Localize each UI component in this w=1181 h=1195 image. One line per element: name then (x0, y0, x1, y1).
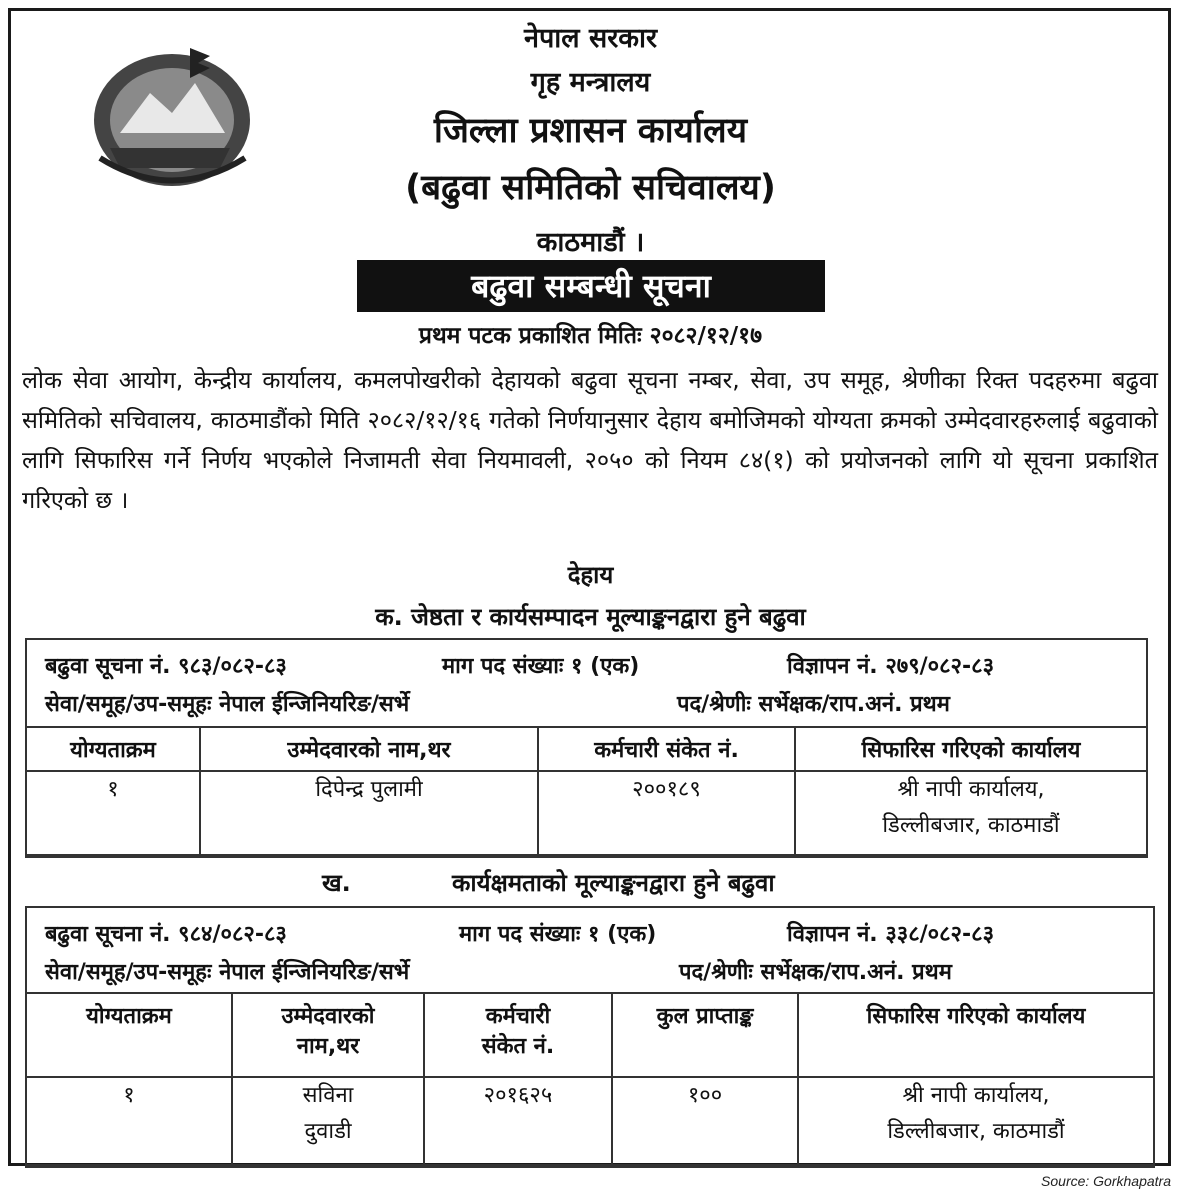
col-header-rank: योग्यताक्रम (26, 993, 232, 1077)
section-b-advert-no: विज्ञापन नं. ३३८/०८२-८३ (787, 922, 995, 947)
col-header-code-line1: कर्मचारी (485, 1004, 551, 1029)
section-b-table (25, 992, 1155, 1166)
cell-office-line2: डिल्लीबजार, काठमाडौं (882, 813, 1060, 838)
notice-paragraph: लोक सेवा आयोग, केन्द्रीय कार्यालय, कमलपोखरीको देहायको बढुवा सूचना नम्बर, सेवा, उप समूह, श्रेणीका रिक्त पदहरुमा बढुवा समितिको सचिवालय, काठमाडौंको मिति २०८२/१२/१६ गतेको निर्णयानुसार देहाय बमोजिमको योग्यता क्रमको उम्मेदवारहरुलाई बढुवाको लागि सिफारिस गर्ने निर्णय भएकोले निजामती सेवा नियमावली, २०५० को नियम ८४(१) को प्रयोजनको लागि यो सूचना प्रकाशित गरिएको छ । (22, 366, 1158, 514)
header-secretariat: (बढुवा समितिको सचिवालय) (405, 168, 776, 208)
header-office: जिल्ला प्रशासन कार्यालय (433, 111, 748, 151)
cell-name: दिपेन्द्र पुलामी (200, 771, 538, 855)
col-header-code-line2: संकेत नं. (481, 1034, 555, 1059)
col-header-code (424, 993, 612, 1077)
col-header-score: कुल प्राप्ताङ्क (612, 993, 798, 1077)
cell-office-line2: डिल्लीबजार, काठमाडौं (887, 1119, 1065, 1144)
header-location: काठमाडौं । (536, 227, 645, 258)
section-b-service: सेवा/समूह/उप-समूहः नेपाल ईन्जिनियरिङ/सर्भे (45, 960, 410, 985)
section-a-notice-no: बढुवा सूचना नं. ९८३/०८२-८३ (45, 654, 287, 679)
source-credit: Source: Gorkhapatra (1041, 1173, 1171, 1189)
notice-title: बढुवा सम्बन्धी सूचना (357, 260, 825, 312)
cell-code: २००१८९ (538, 771, 795, 855)
section-b-box (25, 906, 1155, 1168)
cell-score: १०० (612, 1077, 798, 1165)
cell-office-line1: श्री नापी कार्यालय, (902, 1083, 1050, 1108)
section-a-rank: पद/श्रेणीः सर्भेक्षक/राप.अनं. प्रथम (677, 692, 950, 717)
cell-office (798, 1077, 1154, 1165)
cell-name (232, 1077, 424, 1165)
cell-office-line1: श्री नापी कार्यालय, (897, 777, 1045, 802)
col-header-name-line1: उम्मेदवारको (281, 1004, 375, 1029)
published-date: प्रथम पटक प्रकाशित मितिः २०८२/१२/१७ (418, 323, 763, 349)
col-header-name (232, 993, 424, 1077)
header-ministry: गृह मन्त्रालय (530, 67, 651, 98)
col-header-name: उम्मेदवारको नाम,थर (200, 727, 538, 771)
section-b-posts: माग पद संख्याः १ (एक) (459, 922, 657, 947)
header-government: नेपाल सरकार (523, 23, 658, 54)
section-b-label: ख. (322, 869, 351, 897)
dehay-heading: देहाय (567, 561, 614, 589)
section-b-notice-no: बढुवा सूचना नं. ९८४/०८२-८३ (45, 922, 287, 947)
col-header-office: सिफारिस गरिएको कार्यालय (795, 727, 1147, 771)
cell-rank: १ (26, 771, 200, 855)
table-row (26, 771, 1147, 855)
col-header-name-line2: नाम,थर (296, 1034, 360, 1059)
section-b-title: कार्यक्षमताको मूल्याङ्कनद्वारा हुने बढुवा (452, 869, 775, 897)
section-b-rank: पद/श्रेणीः सर्भेक्षक/राप.अनं. प्रथम (679, 960, 952, 985)
table-row (26, 1077, 1154, 1165)
cell-name-line2: दुवाडी (304, 1119, 352, 1144)
section-a-title: क. जेष्ठता र कार्यसम्पादन मूल्याङ्कनद्वारा हुने बढुवा (375, 603, 806, 631)
section-a-table (25, 726, 1148, 856)
cell-name-line1: सविना (302, 1083, 354, 1108)
section-a-posts: माग पद संख्याः १ (एक) (442, 654, 640, 679)
section-a-box (25, 638, 1148, 858)
col-header-code: कर्मचारी संकेत नं. (538, 727, 795, 771)
cell-rank: १ (26, 1077, 232, 1165)
cell-code: २०१६२५ (424, 1077, 612, 1165)
col-header-office: सिफारिस गरिएको कार्यालय (798, 993, 1154, 1077)
section-a-advert-no: विज्ञापन नं. २७९/०८२-८३ (787, 654, 995, 679)
cell-office (795, 771, 1147, 855)
col-header-rank: योग्यताक्रम (26, 727, 200, 771)
section-a-service: सेवा/समूह/उप-समूहः नेपाल ईन्जिनियरिङ/सर्भे (45, 692, 410, 717)
